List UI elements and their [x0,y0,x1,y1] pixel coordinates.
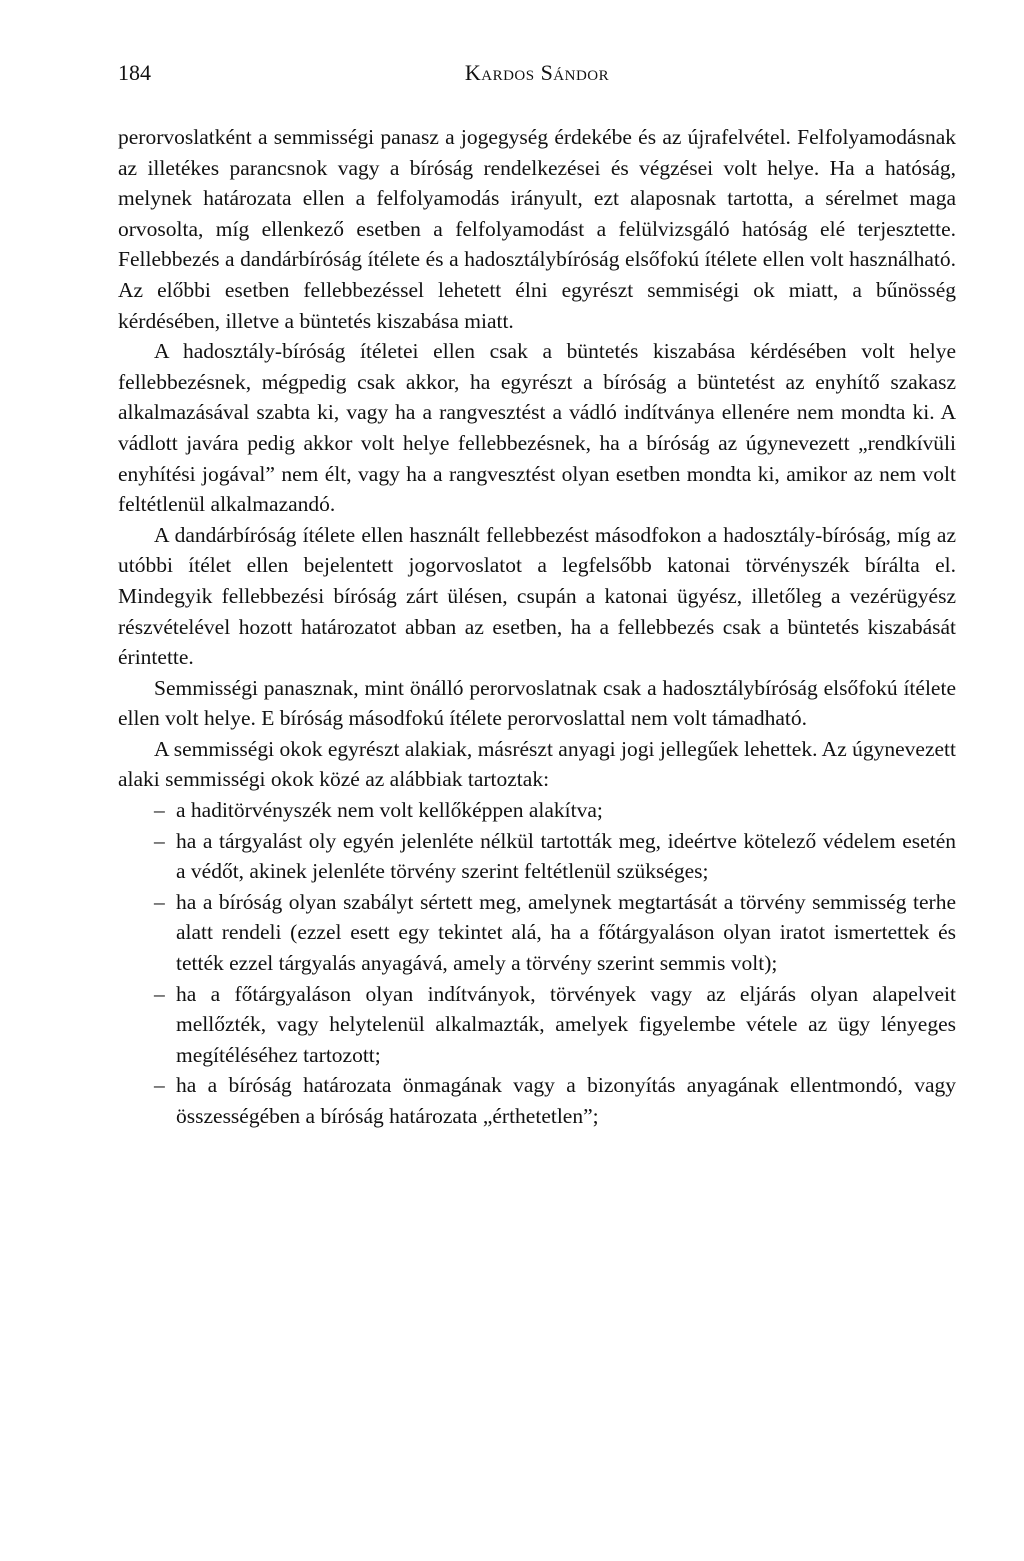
page-number: 184 [118,60,151,85]
dash-bullet: – [154,798,165,823]
list-item [118,1070,956,1131]
dash-bullet: – [154,981,165,1006]
dash-bullet: – [154,1073,165,1098]
list-item [118,795,956,826]
list-item [118,979,956,1071]
list-item [118,826,956,887]
page-header [118,58,956,88]
list-item-text: ha a bíróság olyan szabályt sértett meg, amelynek megtartását a törvény semmisség terhe alatt rendeli (ezzel esett egy tekintet alá, ha a főtárgyaláson olyan iratot ismertettek és tették ezzel tárgyalás anyagává, amely a törvény szerint semmis volt); [176,889,956,976]
paragraph: Semmisségi panasznak, mint önálló perorvoslatnak csak a hadosztálybíróság elsőfokú ítélete ellen volt helye. E bíróság másodfokú ítélete perorvoslattal nem volt támadható. [118,675,956,731]
list-item-text: a haditörvényszék nem volt kellőképpen alakítva; [176,798,603,823]
paragraph: A dandárbíróság ítélete ellen használt fellebbezést másodfokon a hadosztály-bíróság, míg az utóbbi ítélet ellen bejelentett jogorvoslatot a legfelsőbb katonai törvényszék bírálta el. Mindegyik fellebbezési bíróság zárt ülésen, csupán a katonai ügyész, illetőleg a vezérügyész részvételével hozott határozatot abban az esetben, ha a fellebbezés csak a büntetés kiszabását érintette. [118,522,956,670]
list-item-text: ha a főtárgyaláson olyan indítványok, törvények vagy az eljárás olyan alapelveit mellőzték, vagy helytelenül alkalmazták, amelyek figyelembe vétele az ügy lényeges megítéléséhez tartozott; [176,981,956,1067]
list-item-text: ha a bíróság határozata önmagának vagy a bizonyítás anyagának ellentmondó, vagy összességében a bíróság határozata „érthetetlen”; [176,1073,956,1128]
paragraph: A semmisségi okok egyrészt alakiak, másrészt anyagi jogi jellegűek lehettek. Az úgynevezett alaki semmisségi okok közé az alábbiak tartoztak: [118,736,956,792]
dash-bullet: – [154,828,165,853]
paragraph: A hadosztály-bíróság ítéletei ellen csak a büntetés kiszabása kérdésében volt helye fellebbezésnek, mégpedig csak akkor, ha egyrészt a bíróság a büntetést az enyhítő szakasz alkalmazásával szabta ki, vagy ha a rangvesztést a vádló indítványa ellenére nem mondta ki. A vádlott javára pedig akkor volt helye fellebbezésnek, ha a bíróság az úgynevezett „rendkívüli enyhítési jogával” nem élt, vagy ha a rangvesztést olyan esetben mondta ki, amikor az nem volt feltétlenül alkalmazandó. [118,339,956,517]
list-item [118,887,956,979]
paragraph: perorvoslatként a semmisségi panasz a jogegység érdekébe és az újrafelvétel. Felfolyamodásnak az illetékes parancsnok vagy a bíróság rendelkezései és végzései volt helye. Ha a hatóság, melynek határozata ellen a felfolyamodás irányult, ezt alaposnak tartotta, a sérelmet maga orvosolta, míg ellenkező esetben a felfolyamodást a felülvizsgáló hatóság elé terjesztette. Fellebbezés a dandárbíróság ítélete és a hadosztálybíróság elsőfokú ítélete ellen volt használható. Az előbbi esetben fellebbezéssel lehetett élni egyrészt semmiségi ok miatt, a bűnösség kérdésében, illetve a büntetés kiszabása miatt. [118,125,956,333]
body-text [118,122,956,1132]
grounds-list [118,795,956,1132]
running-head: Kardos Sándor [464,60,610,85]
list-item-text: ha a tárgyalást oly egyén jelenléte nélkül tartották meg, ideértve kötelező védelem esetén a védőt, akinek jelenléte törvény szerint feltétlenül szükséges; [176,828,956,884]
dash-bullet: – [154,889,165,914]
